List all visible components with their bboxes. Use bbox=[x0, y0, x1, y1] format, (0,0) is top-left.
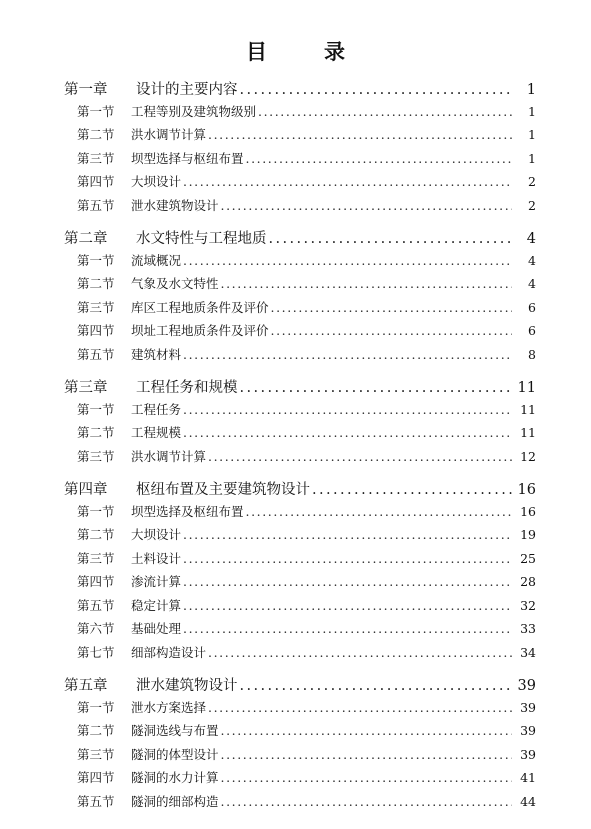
toc-page-number: 1 bbox=[526, 82, 536, 98]
toc-page-number: 4 bbox=[526, 231, 536, 247]
toc-section-row bbox=[0, 745, 591, 765]
toc-page-number: 39 bbox=[520, 723, 536, 738]
toc-entry-number: 第四节 bbox=[77, 174, 115, 189]
toc-page-number: 1 bbox=[528, 127, 536, 142]
toc-entry-title: 泄水建筑物设计 bbox=[131, 197, 219, 213]
toc-dot-leader bbox=[269, 231, 513, 247]
toc-dot-leader bbox=[240, 678, 513, 694]
toc-entry-title: 隧洞的水力计算 bbox=[131, 770, 219, 785]
toc-dot-leader bbox=[258, 104, 512, 119]
toc-entry-number: 第二节 bbox=[77, 723, 115, 738]
toc-section-row bbox=[0, 423, 591, 443]
toc-section-row bbox=[0, 643, 591, 663]
toc-section-row bbox=[0, 172, 591, 192]
toc-page-number: 25 bbox=[520, 550, 536, 566]
toc-page-number: 34 bbox=[520, 644, 536, 660]
toc-dot-leader bbox=[183, 527, 512, 542]
page-title: 目 录 bbox=[246, 39, 363, 64]
toc-entry-title: 隧洞选线与布置 bbox=[131, 723, 219, 738]
toc-entry-number: 第四节 bbox=[77, 574, 115, 589]
toc-chapter-row bbox=[0, 78, 591, 98]
toc-entry-title: 泄水建筑物设计 bbox=[136, 678, 238, 694]
toc-dot-leader bbox=[208, 645, 512, 660]
toc-entry-title: 隧洞的细部构造 bbox=[131, 793, 219, 809]
toc-page-number: 4 bbox=[528, 252, 536, 268]
toc-page-number: 2 bbox=[528, 197, 536, 213]
toc-dot-leader bbox=[246, 151, 512, 166]
toc-entry-number: 第七节 bbox=[77, 644, 115, 660]
toc-entry-number: 第二节 bbox=[77, 276, 115, 291]
toc-dot-leader bbox=[183, 574, 512, 589]
toc-entry-title: 设计的主要内容 bbox=[136, 82, 238, 98]
toc-dot-leader bbox=[240, 380, 513, 396]
toc-page-number: 28 bbox=[520, 574, 536, 589]
toc-dot-leader bbox=[246, 504, 512, 519]
toc-entry-title: 隧洞的体型设计 bbox=[131, 746, 219, 762]
toc-entry-title: 库区工程地质条件及评价 bbox=[131, 299, 269, 315]
toc-dot-leader bbox=[183, 551, 512, 566]
toc-page-number: 11 bbox=[520, 401, 536, 417]
toc-entry-title: 工程任务 bbox=[131, 401, 182, 417]
toc-entry-number: 第一章 bbox=[64, 82, 108, 98]
toc-section-row bbox=[0, 102, 591, 122]
toc-page-number: 11 bbox=[517, 380, 536, 396]
toc-page-number: 39 bbox=[517, 678, 536, 694]
toc-section-row bbox=[0, 792, 591, 812]
toc-entry-number: 第四节 bbox=[77, 323, 115, 338]
toc-dot-leader bbox=[240, 82, 513, 98]
toc-entry-title: 泄水方案选择 bbox=[131, 699, 207, 715]
toc-entry-title: 坝型选择及枢纽布置 bbox=[131, 503, 244, 519]
toc-page-number: 6 bbox=[528, 299, 536, 315]
toc-section-row bbox=[0, 525, 591, 545]
toc-entry-title: 稳定计算 bbox=[131, 597, 182, 613]
toc-dot-leader bbox=[312, 482, 512, 498]
toc-section-row bbox=[0, 149, 591, 169]
toc-section-row bbox=[0, 321, 591, 341]
toc-dot-leader bbox=[271, 323, 512, 338]
toc-dot-leader bbox=[221, 276, 512, 291]
toc-page-number: 41 bbox=[520, 770, 536, 785]
toc-dot-leader bbox=[221, 723, 512, 738]
toc-entry-title: 坝址工程地质条件及评价 bbox=[131, 323, 269, 338]
toc-entry-number: 第四章 bbox=[64, 482, 108, 498]
toc-dot-leader bbox=[183, 425, 512, 440]
toc-entry-title: 水文特性与工程地质 bbox=[136, 231, 267, 247]
toc-dot-leader bbox=[208, 700, 512, 715]
toc-entry-title: 建筑材料 bbox=[131, 346, 182, 362]
toc-page-number: 2 bbox=[528, 174, 536, 189]
toc-dot-leader bbox=[208, 449, 512, 464]
toc-section-row bbox=[0, 274, 591, 294]
toc-section-row bbox=[0, 596, 591, 616]
toc-section-row bbox=[0, 125, 591, 145]
toc-section-row bbox=[0, 345, 591, 365]
toc-dot-leader bbox=[271, 300, 512, 315]
toc-chapter-row bbox=[0, 674, 591, 694]
toc-entry-title: 基础处理 bbox=[131, 621, 182, 636]
toc-chapter-row bbox=[0, 227, 591, 247]
toc-entry-number: 第五节 bbox=[77, 346, 115, 362]
toc-section-row bbox=[0, 447, 591, 467]
toc-entry-number: 第一节 bbox=[77, 252, 115, 268]
toc-entry-number: 第一节 bbox=[77, 103, 115, 119]
toc-page-number: 4 bbox=[528, 276, 536, 291]
toc-page-number: 44 bbox=[520, 793, 536, 809]
toc-section-row bbox=[0, 502, 591, 522]
toc-page-number: 6 bbox=[528, 323, 536, 338]
toc-page-number: 1 bbox=[528, 150, 536, 166]
toc-entry-number: 第六节 bbox=[77, 621, 115, 636]
toc-entry-title: 土料设计 bbox=[131, 550, 182, 566]
toc-page-number: 32 bbox=[520, 597, 536, 613]
toc-entry-number: 第三章 bbox=[64, 380, 108, 396]
toc-entry-number: 第二节 bbox=[77, 425, 115, 440]
toc-dot-leader bbox=[221, 198, 512, 213]
toc-entry-title: 细部构造设计 bbox=[131, 644, 207, 660]
toc-dot-leader bbox=[221, 747, 512, 762]
toc-entry-title: 洪水调节计算 bbox=[131, 448, 207, 464]
toc-section-row bbox=[0, 698, 591, 718]
toc-section-row bbox=[0, 251, 591, 271]
toc-chapter-row bbox=[0, 376, 591, 396]
toc-entry-number: 第一节 bbox=[77, 699, 115, 715]
toc-dot-leader bbox=[183, 174, 512, 189]
toc-entry-number: 第三节 bbox=[77, 746, 115, 762]
toc-section-row bbox=[0, 572, 591, 592]
toc-section-row bbox=[0, 721, 591, 741]
toc-section-row bbox=[0, 619, 591, 639]
toc-section-row bbox=[0, 549, 591, 569]
toc-entry-number: 第三节 bbox=[77, 550, 115, 566]
toc-entry-number: 第三节 bbox=[77, 448, 115, 464]
toc-entry-title: 工程等别及建筑物级别 bbox=[131, 103, 257, 119]
toc-entry-number: 第一节 bbox=[77, 401, 115, 417]
toc-entry-number: 第五章 bbox=[64, 678, 108, 694]
toc-chapter-row bbox=[0, 478, 591, 498]
toc-page-number: 12 bbox=[520, 448, 536, 464]
toc-entry-title: 工程任务和规模 bbox=[136, 380, 238, 396]
toc-page-number: 11 bbox=[520, 425, 536, 440]
toc-entry-title: 坝型选择与枢纽布置 bbox=[131, 150, 244, 166]
toc-entry-number: 第五节 bbox=[77, 793, 115, 809]
toc-section-row bbox=[0, 768, 591, 788]
toc-entry-title: 气象及水文特性 bbox=[131, 276, 219, 291]
toc-entry-title: 洪水调节计算 bbox=[131, 127, 207, 142]
toc-page-number: 39 bbox=[520, 699, 536, 715]
toc-entry-number: 第三节 bbox=[77, 299, 115, 315]
toc-entry-number: 第四节 bbox=[77, 770, 115, 785]
toc-entry-title: 枢纽布置及主要建筑物设计 bbox=[136, 482, 310, 498]
toc-dot-leader bbox=[183, 598, 512, 613]
toc-entry-number: 第三节 bbox=[77, 150, 115, 166]
toc-entry-number: 第五节 bbox=[77, 597, 115, 613]
toc-page-number: 33 bbox=[520, 621, 536, 636]
toc-section-row bbox=[0, 400, 591, 420]
toc-dot-leader bbox=[183, 402, 512, 417]
toc-entry-title: 工程规模 bbox=[131, 425, 182, 440]
toc-dot-leader bbox=[221, 770, 512, 785]
toc-page-number: 16 bbox=[520, 503, 536, 519]
toc-entry-number: 第二节 bbox=[77, 527, 115, 542]
toc-entry-title: 渗流计算 bbox=[131, 574, 182, 589]
toc-page-number: 16 bbox=[517, 482, 536, 498]
toc-entry-title: 流域概况 bbox=[131, 252, 182, 268]
toc-dot-leader bbox=[183, 253, 512, 268]
toc-dot-leader bbox=[183, 621, 512, 636]
toc-dot-leader bbox=[208, 127, 512, 142]
toc-entry-title: 大坝设计 bbox=[131, 174, 182, 189]
toc-section-row bbox=[0, 196, 591, 216]
toc-entry-number: 第五节 bbox=[77, 197, 115, 213]
toc-page-number: 8 bbox=[528, 346, 536, 362]
toc-page-number: 1 bbox=[528, 103, 536, 119]
toc-section-row bbox=[0, 298, 591, 318]
toc-entry-number: 第二节 bbox=[77, 127, 115, 142]
toc-entry-number: 第一节 bbox=[77, 503, 115, 519]
toc-entry-title: 大坝设计 bbox=[131, 527, 182, 542]
toc-entry-number: 第二章 bbox=[64, 231, 108, 247]
toc-dot-leader bbox=[183, 347, 512, 362]
toc-page-number: 19 bbox=[520, 527, 536, 542]
toc-page-number: 39 bbox=[520, 746, 536, 762]
toc-dot-leader bbox=[221, 794, 512, 809]
